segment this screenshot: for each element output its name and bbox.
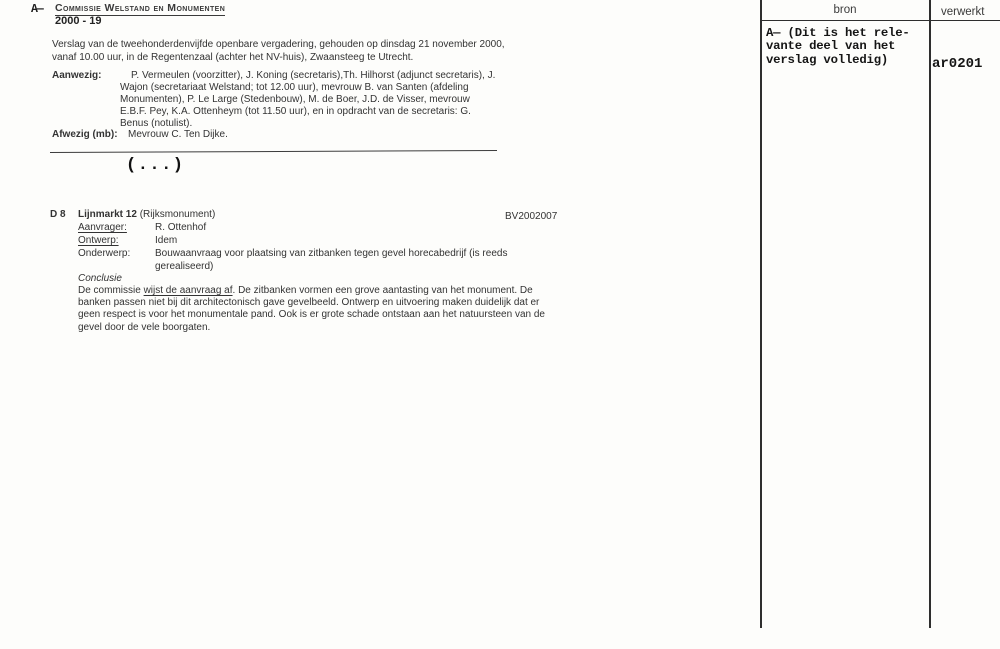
applicant-value: R. Ottenhof [155, 222, 207, 233]
margin-ref-mark: A— [31, 3, 43, 16]
omission-mark: (...) [126, 156, 185, 175]
conclusion-decision: wijst de aanvraag af [143, 285, 233, 296]
margin-column-separator [929, 0, 931, 628]
case-title [78, 209, 215, 221]
verwerkt-code: ar0201 [932, 56, 983, 72]
conclusion-text [78, 285, 550, 334]
case-title-address: Lijnmarkt 12 [78, 209, 137, 220]
case-file-number: BV2002007 [505, 211, 558, 222]
bron-column-header: bron [833, 4, 857, 16]
meeting-intro: Verslag van de tweehonderdenvijfde openbare vergadering, gehouden op dinsdag 21 november 2000, vanaf 10.00 uur, in de Regentenzaal (achter het NV-huis), Zwaansteeg te Utrecht. [52, 39, 505, 63]
absent-value: Mevrouw C. Ten Dijke. [128, 129, 228, 140]
case-title-note: (Rijksmonument) [136, 209, 216, 220]
margin-header-underline [760, 20, 1000, 21]
absent-label: Afwezig (mb): [52, 129, 118, 140]
page-title: Commissie Welstand en Monumenten [55, 2, 226, 14]
design-value: Idem [155, 235, 178, 246]
conclusion-heading: Conclusie [78, 273, 122, 284]
section-divider [50, 150, 497, 153]
subject-value: Bouwaanvraag voor plaatsing van zitbanken tegen gevel horecabedrijf (is reeds gerealiseerd) [155, 248, 508, 272]
report-number: 2000 - 19 [55, 15, 102, 27]
subject-label: Onderwerp: [78, 248, 131, 259]
bron-note: A— (Dit is het rele- vante deel van het verslag volledig) [766, 26, 910, 67]
conclusion-lead: De commissie [78, 285, 144, 296]
present-value: P. Vermeulen (voorzitter), J. Koning (secretaris),Th. Hilhorst (adjunct secretaris), J. Wajon (secretariaat Welstand; tot 12.00 uur), mevrouw B. van Santen (afdeling Monumenten), P. Le Large (Stedenbouw), M. de Boer, J.D. de Visser, mevrouw E.B.F. Pey, K.A. Ottenheym (tot 11.50 uur), en in opdracht van de secretaris: G. Benus (notulist). [120, 70, 496, 129]
case-item-number: D 8 [50, 209, 66, 220]
conclusion-rest: . De zitbanken vormen een grove aantasting van het monument. De banken passen niet bij dit architectonisch gave gevelbeeld. Ontwerp en uitvoering maken duidelijk dat er geen respect is voor het monumentale pand. Ook is er grote schade ontstaan aan het natuursteen van de gevel door de vele boorgaten. [78, 285, 545, 333]
present-label: Aanwezig: [52, 70, 102, 81]
verwerkt-column-header: verwerkt [941, 6, 985, 18]
margin-column-left-border [760, 0, 762, 628]
design-label: Ontwerp: [78, 235, 119, 246]
applicant-label: Aanvrager: [78, 222, 127, 233]
